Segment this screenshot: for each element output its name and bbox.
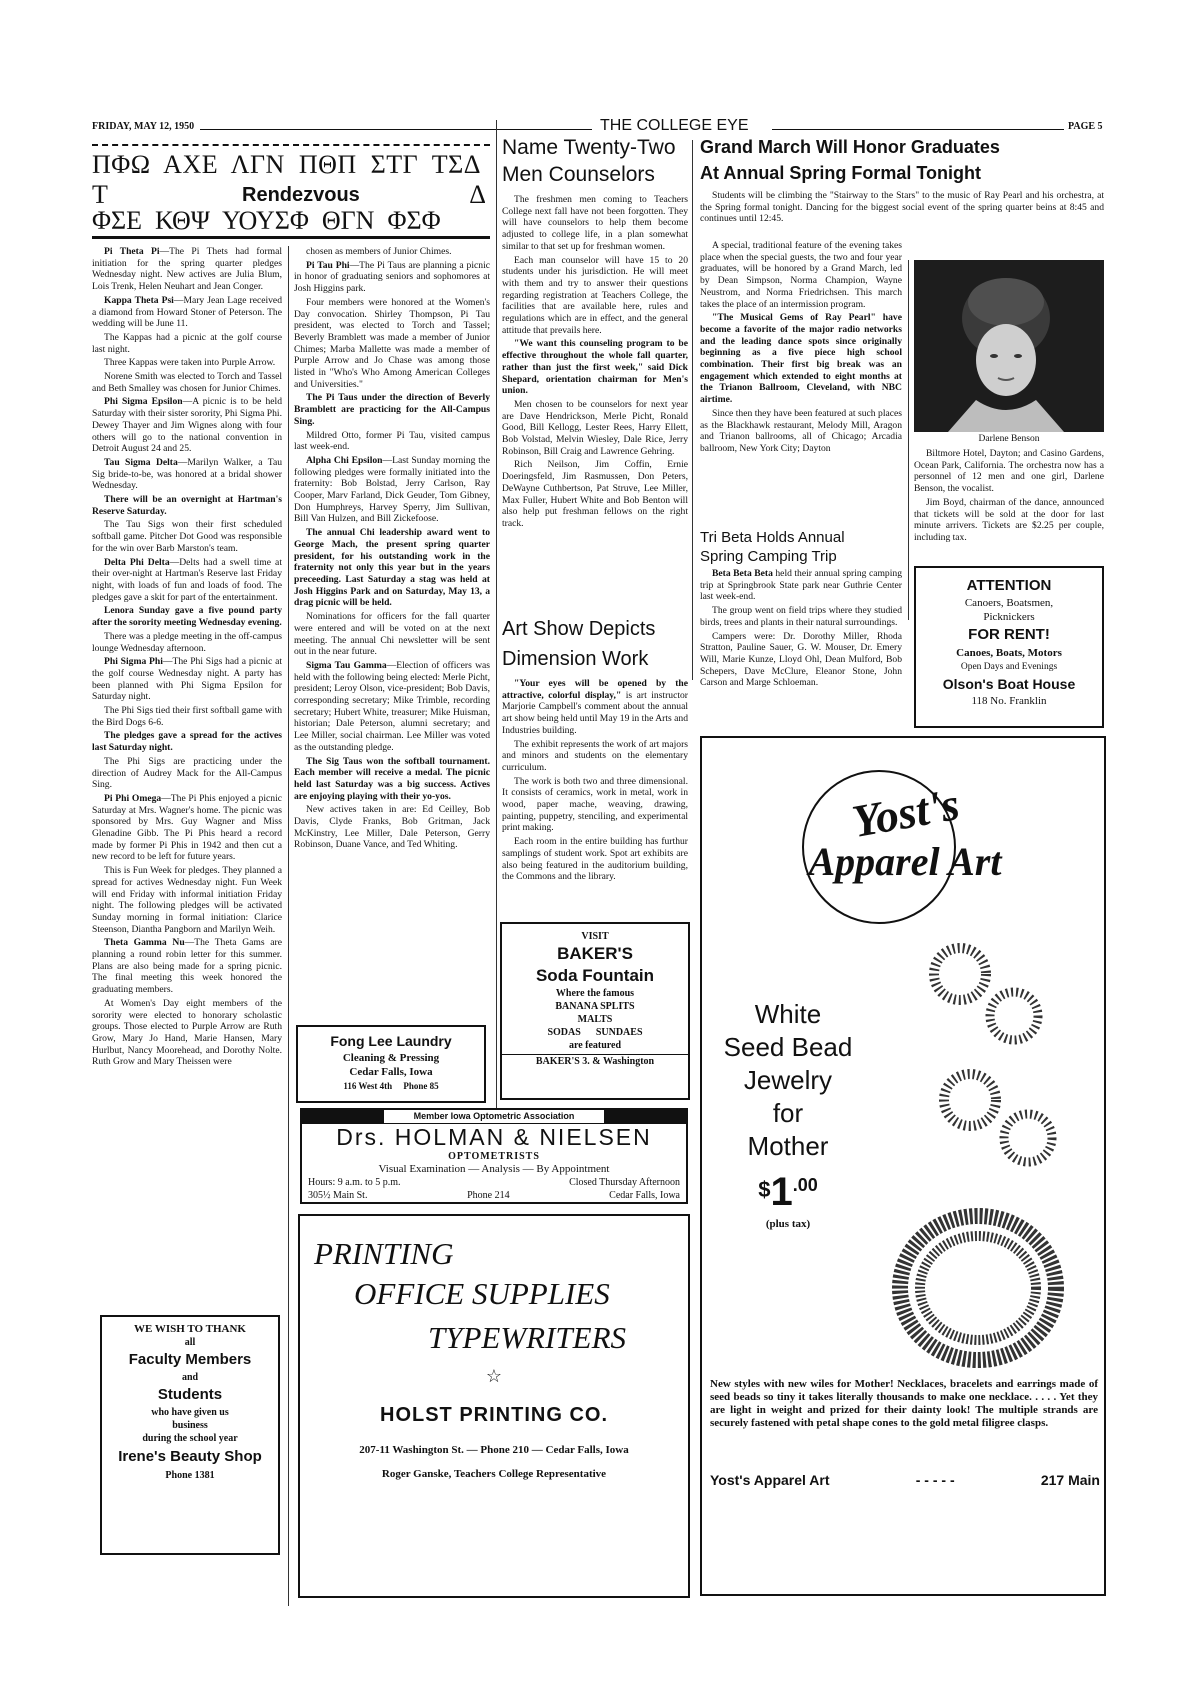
greek-news-paragraph: There was a pledge meeting in the off-campus lounge Wednesday afternoon. (92, 630, 282, 654)
olson-name: Olson's Boat House (942, 676, 1076, 692)
formal-right-paragraph: Biltmore Hotel, Dayton; and Casino Gardens, Ocean Park, California. The orchestra now has a personnel of 12 men and one girl, Darlene Benson, the vocalist. (914, 448, 1104, 495)
greek-news-paragraph: Three Kappas were taken into Purple Arrow. (104, 357, 276, 369)
fong-line-1: Cleaning & Pressing (342, 1052, 440, 1064)
yost-logo-1: Yost's (848, 778, 963, 847)
greek-row-1: ΠΦΩ ΑΧΕ ΛΓΝ ΠΘΠ ΣΤΓ ΤΣΔ (92, 150, 481, 179)
holman-member: Member Iowa Optometric Association (384, 1110, 604, 1123)
formal-headline (700, 134, 1104, 186)
holst-printing-ad (298, 1214, 690, 1598)
holman-sub: OPTOMETRISTS (448, 1151, 540, 1162)
counselors-paragraph: The freshmen men coming to Teachers College next fall have not been forgotten. They will have counselors to help them become adjusted to college life, in a plan somewhat similar to that set up for freshman women. (502, 194, 688, 252)
greek-news-paragraph: The Kappas had a picnic at the golf course last night. (92, 331, 282, 355)
olson-line-3: Canoes, Boats, Motors (956, 647, 1062, 659)
greek-news-paragraph: Delta Phi Delta—Delts had a swell time at their over-night at Hartman's Reserve last Friday night, with loads of fun and loads of food. The pledges gave a skit for part of the entertainment. (92, 556, 282, 603)
formal-article-right (914, 448, 1104, 558)
portrait-image (914, 260, 1104, 432)
yost-copy: New styles with new wiles for Mother! Necklaces, bracelets and earrings made of seed beads so tiny it takes literally thousands to make one necklace. . . . . Yet they are light in weight and prized for their dainty look! The multiple strands are securely fastened with petal shape cones to the gold metal filigree clasps. (710, 1378, 1098, 1429)
baker-line-6: BAKER'S 3. & Washington (502, 1054, 688, 1068)
counselors-paragraph: Men chosen to be counselors for next year are Dave Hendrickson, Merle Picht, Ronald Good, Bill Kellogg, Lester Rees, Harry Ellett, Bob Volstad, Melvin Wiesley, Dale Rice, Jerry Robinson, Bill Craig and Lawrence Gehring. (502, 398, 688, 457)
greek-news-paragraph: Phi Sigma Epsilon—A picnic is to be held Saturday with their sister sorority, Phi Sigma Phi. Dewey Thayer and Jim Wignes along with four others will go to the national convention in Detroit August 24 and 25. (92, 396, 282, 455)
greek-news-paragraph: Pi Tau Phi—The Pi Taus are planning a picnic in honor of graduating seniors and sophomores at Josh Higgins park. (294, 259, 490, 295)
counselors-paragraph: "We want this counseling program to be effective throughout the whole fall quarter, rather than just the first week," said Dick Shepard, orientation chairman for Men's union. (502, 338, 688, 397)
yost-price-main: 1 (770, 1170, 793, 1214)
baker-sodas: SODAS (547, 1027, 581, 1038)
fong-phone: Phone 85 (403, 1081, 439, 1091)
olson-attention: ATTENTION (966, 577, 1052, 594)
holst-name: HOLST PRINTING CO. (380, 1404, 608, 1426)
tribeta-headline-2: Spring Camping Trip (700, 548, 837, 565)
irene-name: Irene's Beauty Shop (118, 1448, 262, 1465)
yosts-apparel-art-ad (700, 736, 1106, 1596)
baker-sundaes: SUNDAES (595, 1027, 643, 1038)
baker-line-3: MALTS (577, 1014, 613, 1025)
artshow-article (502, 678, 688, 912)
holman-hours: Hours: 9 a.m. to 5 p.m. (308, 1177, 401, 1188)
greek-news-paragraph: Pi Theta Pi—The Pi Thets had formal initiation for the spring quarter pledges Wednesday night. New actives are Julia Blum, Lois Trenk, Helen Neuhart and Jean Conger. (92, 246, 282, 293)
yost-white: White (754, 999, 822, 1029)
irene-line-1: WE WISH TO THANK (134, 1323, 246, 1335)
formal-headline-1: Grand March Will Honor Graduates (700, 137, 1000, 157)
formal-paragraph: A special, traditional feature of the evening takes place when the special guests, the two and four year graduates, will be honored by a Grand March, led by Dean Simpson, Norma Champion, Wayne Neustrom, and Norma Friedrichsen. This march takes the place of an intermission program. (700, 240, 902, 310)
tribeta-paragraph: Campers were: Dr. Dorothy Miller, Rhoda Stratton, Pauline Sauer, G. W. Mouser, Dr. Emery Will, Marie Kunze, Lloyd Ohl, Dean Mulford, Bob Schepers, Dave McClure, Eleanor Stone, John Carson and Marge Schloeman. (700, 630, 902, 689)
yost-seed-bead: Seed Bead (723, 1032, 853, 1062)
tribeta-paragraph: Beta Beta Beta held their annual spring camping trip at Springbrook State park near Guthrie Center last week-end. (700, 568, 902, 603)
greek-news-paragraph: Four members were honored at the Women's Day convocation. Shirley Thompson, Pi Tau president, was elected to Torch and Tassel; Beverly Bramblett was made a member of Junior Chimes; Marba Mallette was made a member of Purple Arrow and Jo Chase was among those listed in "Who's Who Among American Colleges and Universities." (294, 296, 490, 390)
formal-paragraph: "The Musical Gems of Ray Pearl" have become a favorite of the major radio networks and the leading dance spots since originally beginning as a five piece high school combination. Their first big break was an engagement which extended to eight months at the Trianon Ballroom, Cleveland, with NBC airtime. (700, 312, 902, 406)
greek-news-paragraph: Phi Sigma Phi—The Phi Sigs had a picnic at the golf course Wednesday night. A party has been planned with Phi Sigma Epsilon for Saturday night. (92, 656, 282, 703)
yost-for: for (772, 1098, 804, 1128)
darlene-benson-photo (914, 260, 1104, 432)
irene-line-6: who have given us (151, 1407, 229, 1418)
greek-news-column-1 (92, 246, 282, 1296)
holst-line-2: OFFICE SUPPLIES (354, 1276, 610, 1311)
counselors-headline-1: Name Twenty-Two (502, 136, 676, 159)
holman-closed: Closed Thursday Afternoon (569, 1177, 680, 1188)
olson-line-2: Picknickers (983, 611, 1035, 623)
header-paper: THE COLLEGE EYE (600, 117, 749, 134)
holman-name: Drs. HOLMAN & NIELSEN (336, 1124, 652, 1150)
olson-boat-house-ad (914, 566, 1104, 728)
irene-line-4: and (181, 1372, 199, 1383)
fong-lee-laundry-ad (296, 1025, 486, 1103)
yost-mother: Mother (747, 1131, 829, 1161)
olson-addr: 118 No. Franklin (971, 695, 1047, 707)
artshow-headline-1: Art Show Depicts (502, 618, 656, 640)
greek-news-paragraph: The pledges gave a spread for the actives last Saturday night. (92, 730, 282, 754)
irene-line-7: business (172, 1420, 208, 1431)
greek-news-paragraph: Lenora Sunday gave a five pound party after the sorority meeting Wednesday evening. (92, 605, 282, 629)
irene-line-2: all (184, 1337, 196, 1348)
baker-name-1: BAKER'S (557, 944, 633, 963)
holst-rep: Roger Ganske, Teachers College Representative (381, 1468, 607, 1480)
holman-line-1: Visual Examination — Analysis — By Appointment (378, 1163, 610, 1175)
tribeta-article (700, 568, 902, 728)
greek-news-paragraph: New actives taken in are: Ed Ceilley, Bob Davis, Clyde Franks, Bob Gritman, Jack McKinstry, Lee Miller, Dale Peterson, Gerry Robinson, Duane Vance, and Ted Whiting. (294, 804, 490, 851)
tribeta-paragraph: The group went on field trips where they studied birds, trees and plants in their natural surroundings. (700, 605, 902, 628)
bakers-soda-fountain-ad (500, 922, 690, 1100)
olson-forrent: FOR RENT! (968, 626, 1050, 643)
tribeta-headline (700, 528, 906, 566)
baker-line-1: Where the famous (555, 988, 635, 999)
greek-news-paragraph: Pi Phi Omega—The Pi Phis enjoyed a picnic Saturday at Mrs. Wagner's home. The picnic was sponsored by Mrs. Guy Wagner and Miss Glenadine Gibb. The Pi Phis heard a record made by former Pi Phis in 1942 and then cut a new record to be left for future years. (92, 792, 282, 863)
greek-news-paragraph: Kappa Theta Psi—Mary Jean Lage received a diamond from Howard Stoner of Peterson. The wedding will be June 11. (92, 294, 282, 330)
header-date: FRIDAY, MAY 12, 1950 (92, 121, 195, 132)
greek-news-paragraph: Alpha Chi Epsilon—Last Sunday morning the following pledges were formally initiated into the fraternity: Bob Bolstad, Jerry Carlson, Ray Cooper, Marv Farland, Dick Geuder, Tom Gibney, Don Humphreys, Harvey Sperry, Jim Sullivan, Bill Van Hulzen, and Bill Zickefoose. (294, 454, 490, 525)
holman-phone: Phone 214 (467, 1190, 510, 1201)
yost-price-dollar: $ (758, 1177, 771, 1202)
baker-line-5: are featured (568, 1040, 622, 1051)
greek-news-paragraph: There will be an overnight at Hartman's Reserve Saturday. (92, 494, 282, 517)
yost-tax: (plus tax) (765, 1218, 811, 1230)
holst-addr: 207-11 Washington St. — Phone 210 — Cedar Falls, Iowa (359, 1444, 629, 1456)
jewelry-illustration (872, 938, 1092, 1378)
fong-name: Fong Lee Laundry (330, 1033, 452, 1049)
counselors-headline-2: Men Counselors (502, 163, 655, 186)
baker-visit: VISIT (581, 931, 609, 942)
greek-news-paragraph: Theta Gamma Nu—The Theta Gams are planning a round robin letter for this summer. Plans are also being made for a spring picnic. The final meeting this week honored the graduating members. (92, 937, 282, 996)
irene-line-5: Students (157, 1386, 223, 1403)
formal-paragraph: Since then they have been featured at such places as the Blackhawk restaurant, Melody Mill, Aragon and Trianon ballrooms, all of Chicago; Arcadia ballroom, New York City; Dayton (700, 407, 902, 454)
greek-news-paragraph: At Women's Day eight members of the sorority were elected to honorary scholastic groups. Those elected to Purple Arrow are Ruth Grow, Mary Jo Hand, Marie Hansen, Mary Hurlbut, Nancy Moorehead, and Dorothy Nolte. Ruth Grow and Mary Theissen were (92, 997, 282, 1068)
artshow-paragraph: Each room in the entire building has furthur samplings of student work. Spot art exhibits are also being featured in the auditorium building, the Commons and the library. (502, 836, 688, 883)
holst-line-1: PRINTING (314, 1236, 454, 1271)
greek-news-paragraph: The Sig Taus won the softball tournament. Each member will receive a medal. The picnic held last Saturday was a big success. Actives are enjoying playing with their yo-yos. (294, 755, 490, 802)
greek-news-paragraph: Norene Smith was elected to Torch and Tassel and Beth Smalley was chosen for Junior Chimes. (92, 371, 282, 394)
artshow-paragraph: The exhibit represents the work of art majors and minors and students on the elementary curriculum. (502, 738, 688, 773)
yost-footer-name: Yost's Apparel Art (710, 1472, 830, 1488)
greek-row-3: ΦΣΕ ΚΘΨ ΥΟΥΣΦ ΘΓΝ ΦΣΦ (92, 206, 441, 235)
greek-news-paragraph: The Pi Taus under the direction of Beverly Bramblett are practicing for the All-Campus Sing. (294, 392, 490, 427)
artshow-headline (502, 614, 692, 674)
photo-caption: Darlene Benson (978, 434, 1040, 444)
greek-news-paragraph: Mildred Otto, former Pi Tau, visited campus last week-end. (294, 429, 490, 453)
greek-news-paragraph: The Tau Sigs won their first scheduled softball game. Pitcher Dot Good was responsible for the win over Barb Marston's team. (92, 519, 282, 554)
irene-line-3: Faculty Members (128, 1351, 252, 1368)
artshow-paragraph: "Your eyes will be opened by the attractive, colorful display," is art instructor Marjorie Campbell's comment about the annual art show being held until May 19 in the Arts and Industries building. (502, 678, 688, 736)
counselors-paragraph: Each man counselor will have 15 to 20 students under his jurisdiction. He will meet with them and try to answer their questions regarding registration at Teachers College, the facilities that are available here, rules and regulations which are in effect, and the general attitude that prevails here. (502, 254, 688, 336)
irene-beauty-shop-ad (100, 1315, 280, 1555)
greek-news-paragraph: chosen as members of Junior Chimes. (306, 246, 452, 257)
irene-line-8: during the school year (142, 1433, 238, 1444)
irene-phone: Phone 1381 (165, 1470, 215, 1481)
greek-news-paragraph: The Phi Sigs tied their first softball game with the Bird Dogs 6-6. (92, 705, 282, 728)
counselors-headline (502, 134, 692, 188)
holst-line-3: TYPEWRITERS (428, 1320, 627, 1355)
yost-logo-2: Apparel Art (808, 839, 1002, 884)
fong-addr: 116 West 4th (343, 1081, 393, 1091)
holman-city: Cedar Falls, Iowa (609, 1190, 680, 1201)
artshow-headline-2: Dimension Work (502, 648, 649, 670)
holst-star-icon: ☆ (485, 1366, 503, 1386)
counselors-article (502, 194, 688, 606)
formal-lead: Students will be climbing the "Stairway to the Stars" to the music of Ray Pearl and his orchestra, at the Spring formal tonight. Dancing for the biggest social event of the spring quarter beins at 8:45 and continues until 12:45. (700, 190, 1104, 225)
olson-line-4: Open Days and Evenings (960, 662, 1058, 672)
yost-jewelry: Jewelry (743, 1065, 833, 1095)
holman-addr: 305½ Main St. (308, 1190, 368, 1201)
holman-nielsen-ad (300, 1108, 688, 1204)
header-page: PAGE 5 (1068, 121, 1103, 132)
greek-news-paragraph: Sigma Tau Gamma—Election of officers was held with the following being elected: Merle Picht, president; Leroy Olson, vice-president; Bob Davis, corresponding secretary; Mike Trimble, recording secretary; Hubert White, treasurer; Mike Huisman, historian; Dale Peterson, alumni secretary; and Lee Miller, social chairman. Lee Miller was voted as the outstanding pledge. (294, 659, 490, 753)
tribeta-headline-1: Tri Beta Holds Annual (700, 529, 845, 546)
olson-line-1: Canoers, Boatsmen, (964, 597, 1054, 609)
greek-row-2-right: Δ (469, 180, 486, 209)
greek-row-2-left: Τ (92, 180, 108, 209)
baker-name-2: Soda Fountain (535, 966, 655, 985)
fong-line-2: Cedar Falls, Iowa (349, 1066, 433, 1078)
greek-news-paragraph: This is Fun Week for pledges. They planned a spread for actives Wednesday night. Fun Week will end Friday with informal initiation Friday night. The following pledges will be activated Sunday morning in formal initiation: Clarice Steenson, Diantha Pangborn and Marilyn Weih. (92, 865, 282, 935)
greek-news-column-2 (294, 246, 490, 1021)
greek-news-paragraph: Tau Sigma Delta—Marilyn Walker, a Tau Sig bride-to-be, was honored at a bridal shower Wednesday. (92, 456, 282, 492)
greek-news-paragraph: The annual Chi leadership award went to George Mach, the present spring quarter president, for his outstanding work in the fraternity not only this year but in the years preceeding. Last Saturday a stag was held at Josh Higgins Park and on Saturday, May 13, a drag picnic will be held. (294, 527, 490, 609)
yost-price-cents: .00 (792, 1175, 818, 1195)
artshow-paragraph: The work is both two and three dimensional. It consists of ceramics, work in metal, work in wood, paper mache, weaving, drawing, painting, puppetry, stenciling, and experimental print making. (502, 775, 688, 834)
counselors-paragraph: Rich Neilson, Jim Coffin, Ernie Doeringsfeld, Jim Rasmussen, Don Peters, DeWayne Cuthbertson, Pat Struve, Lee Miller, Max Fuller, Hubert White and Bob Benton will also help put freshman fellows on the right track. (502, 459, 688, 529)
greek-banner (92, 140, 490, 240)
greek-title: Rendezvous (242, 184, 360, 206)
formal-right-paragraph: Jim Boyd, chairman of the dance, announced that tickets will be sold at the door for last minute arrivers. Tickets are $2.25 per couple, including tax. (914, 496, 1104, 543)
formal-headline-2: At Annual Spring Formal Tonight (700, 163, 981, 183)
greek-news-paragraph: The Phi Sigs are practicing under the direction of Audrey Mack for the All-Campus Sing. (92, 755, 282, 791)
yost-footer-dashes: - - - - - (915, 1472, 955, 1488)
baker-line-2: BANANA SPLITS (555, 1001, 635, 1012)
greek-news-paragraph: Nominations for officers for the fall quarter were entered and will be voted on at the next meeting. The annual Chi newsletter will be sent out in the near future. (294, 611, 490, 658)
yost-footer-addr: 217 Main (1040, 1472, 1100, 1488)
